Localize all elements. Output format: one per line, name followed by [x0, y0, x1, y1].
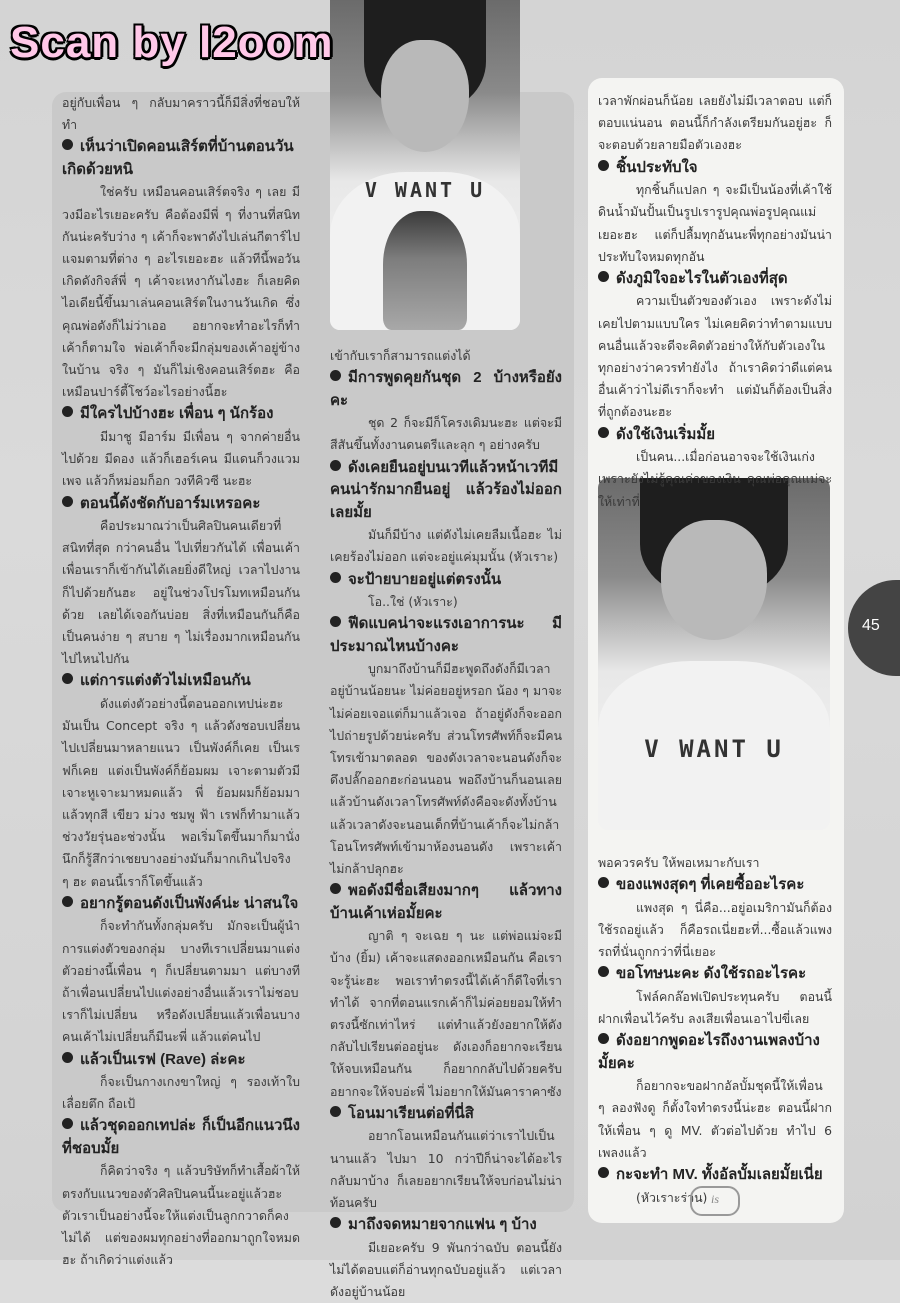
interview-question	[598, 268, 832, 291]
interview-question	[62, 1049, 300, 1072]
interview-answer: โฟล์คกล๊อฟเปิดประทุนครับ ตอนนี้ฝากเพื่อนไว้ครับ ลงเสียเพื่อนเอาไปขี่เลย	[598, 988, 832, 1027]
question-text: แล้วชุดออกเทปล่ะ ก็เป็นอีกแนวนึงที่ชอบมั้ย	[62, 1117, 300, 1157]
continued-text: เข้ากับเราก็สามารถแต่งได้	[330, 348, 471, 363]
bullet-icon	[62, 1118, 73, 1129]
shirt-print-text: V WANT U	[364, 178, 486, 203]
interview-answer: ญาติ ๆ จะเฉย ๆ นะ แต่พ่อแม่จะมีบ้าง (ยิ้ม) เค้าจะแสดงออกเหมือนกัน คือเราจะรู้น่ะฮะ พอเราทำตรงนี้ได้เค้าก็ดีใจที่เราทำได้ จากที่ตอนแรกเค้าก็ไม่ค่อยยอมให้ทำตรงนี้ซักเท่าไหร่ แต่ทำแล้วยังอยากให้ดังกลับไปเรียนต่ออยู่นะ ดังเองก็อยากจะเรียนให้จบเหมือนกัน ก็อยากกลับไปด้วยครับ อยากจะให้จบอ่ะพี่ ไม่อยากให้มันคาราคาซัง	[330, 928, 562, 1099]
bullet-icon	[598, 271, 609, 282]
bullet-icon	[598, 966, 609, 977]
question-text: ของแพงสุดๆ ที่เคยซื้ออะไรคะ	[616, 876, 805, 894]
interview-answer: บูกมาถึงบ้านก็มีฮะพูดถึงดังก็มีเวลาอยู่บ้านน้อยนะ ไม่ค่อยอยู่หรอก น้อง ๆ มาจะไม่ค่อยเจอแต่ก็มาแล้วเจอ ถ้าอยู่ดังก็จะออกไปถ่ายรูปด้วยน่ะครับ ส่วนโทรศัพท์ก็จะมีคนโทรเข้ามาตลอด ของดังเวลาจะนอนดังก็จะดึงปลั๊กออกฮะก่อนนอน พอถึงบ้านก็นอนเลยแล้วบ้านดังเวลาโทรศัพท์ดังคือจะดังทั้งบ้าน แล้วเวลาดังจะนอนเด็กที่บ้านเค้าก็จะไม่กล้าโอนโทรศัพท์เข้ามาห้องนอนดัง เพราะเค้าไม่กล้าปลุกฮะ	[330, 661, 562, 877]
interview-question	[330, 1103, 562, 1126]
bullet-icon	[330, 1217, 341, 1228]
interview-question	[598, 1030, 832, 1075]
question-text: ดังอยากพูดอะไรถึงงานเพลงบ้างมั้ยคะ	[598, 1032, 820, 1072]
interview-question	[330, 457, 562, 525]
question-text: พอดังมีชื่อเสียงมากๆ แล้วทางบ้านเค้าเห่อมั้ยคะ	[330, 882, 562, 922]
interview-question	[598, 424, 832, 447]
question-text: แล้วเป็นเรฟ (Rave) ล่ะคะ	[80, 1050, 246, 1068]
portrait-photo-top	[330, 0, 520, 330]
interview-answer: คือประมาณว่าเป็นศิลปินคนเดียวที่สนิทที่สุด กว่าคนอื่น ไปเที่ยวกันได้ เพื่อนเค้าเพื่อนเราก็เข้ากันได้เลยยิ่งดีใหญ่ เวลาไปงานก็ไปด้วยกันฮะ อยู่ในช่วงโปรโมทเหมือนกันด้วย เลยได้เจอกันบ่อย สิ่งที่เหมือนกันก็คือเป็นคนง่าย ๆ สบาย ๆ ไม่เรื่องมากเหมือนกัน ไปไหนไปกัน	[62, 518, 300, 667]
interview-answer: มันก็มีบ้าง แต่ดังไม่เคยลืมเนื้อฮะ ไม่เคยร้องไม่ออก แต่จะอยู่แค่มุมนั้น (หัวเราะ)	[330, 527, 562, 565]
interview-answer: มีเยอะครับ 9 พันกว่าฉบับ ตอนนี้ยังไม่ได้ตอบแต่ก็อ่านทุกฉบับอยู่แล้ว แต่เวลาดังอยู่บ้านน้อย	[330, 1239, 562, 1300]
interview-answer: อยากโอนเหมือนกันแต่ว่าเราไปเป็นนานแล้ว ไปมา 10 กว่าปีก็น่าจะได้อะไรกลับมาบ้าง ก็เลยอยากเรียนให้จบก่อนไม่น่าท้อนครับ	[330, 1128, 562, 1210]
bullet-icon	[62, 406, 73, 417]
interview-question	[598, 157, 832, 180]
interview-answer: ความเป็นตัวของตัวเอง เพราะดังไม่เคยไปตามแบบใคร ไม่เคยคิดว่าทำตามแบบคนอื่นแล้วจะดีจะคิดตัวอย่างให้กับตัวเองในทุกอย่างว่าควรทำยังไง ถ้าเราคิดว่าดีแต่คนอื่นเค้าว่าไม่ดีเราก็จะทำ แต่มันก็ต้องเป็นสิ่งที่ถูกต้องนะฮะ	[598, 293, 832, 420]
interview-question	[62, 403, 300, 426]
interview-question	[62, 136, 300, 181]
face	[661, 520, 768, 640]
text-column-2	[330, 345, 562, 1303]
interview-question	[598, 963, 832, 986]
bullet-icon	[62, 496, 73, 507]
interview-answer: มีมาชู มีอาร์ม มีเพื่อน ๆ จากค่ายอื่นไปด้วย มีดอง แล้วก็เฮอร์เคน มีแดนก็วงแวมเพจ แล้วก็หม่อมก็อก วงทีคิวซี นะฮะ	[62, 428, 300, 489]
bullet-icon	[598, 877, 609, 888]
bullet-icon	[330, 460, 341, 471]
question-text: จะป้ายบายอยู่แต่ตรงนั้น	[348, 570, 502, 588]
question-text: ขอโทษนะคะ ดังใช้รถอะไรคะ	[616, 965, 807, 983]
bullet-icon	[598, 160, 609, 171]
interview-question	[330, 367, 562, 412]
interview-answer: (หัวเราะร่วน)	[636, 1189, 708, 1205]
question-text: ดังภูมิใจอะไรในตัวเองที่สุด	[616, 269, 788, 287]
interview-answer: ก็จะเป็นกางเกงขาใหญ่ ๆ รองเท้าใบเลื่อยตึก ถือเป้	[62, 1074, 300, 1112]
question-text: ดังเคยยืนอยู่บนเวทีแล้วหน้าเวทีมีคนน่ารักมากยืนอยู่ แล้วร้องไม่ออกเลยมั้ย	[330, 458, 562, 521]
bullet-icon	[62, 896, 73, 907]
interview-question	[598, 1164, 832, 1187]
interview-answer: ใช่ครับ เหมือนคอนเสิร์ตจริง ๆ เลย มีวงมีอะไรเยอะครับ คือต้องมีพี่ ๆ ที่งานที่สนิทกันน่ะครับว่าง ๆ เค้าก็จะพาดังไปเล่นกีตาร์ไปแจมตามที่ต่าง ๆ อะไรเยอะฮะ แล้วทีนี้พอวันเกิดดังกิจส์พี่ ๆ เค้าจะเหงากันไงฮะ ก็เลยคิดไอเดียนี้ขึ้นมาเล่นคอนเสิร์ตในงานวันเกิด ซึ่งคุณพ่อดังก็ไม่ว่าเออ อยากจะทำอะไรก็ทำ เค้าก็ตามใจ พ่อเค้าก็จะมีกลุ่มของเค้าอยู่ข้างในบ้าน จริง ๆ มันก็ไม่เชิงคอนเสิร์ตฮะ คือเหมือนปาร์ตี้โชว์อะไรอย่างนี้ฮะ	[62, 184, 300, 400]
interview-question	[62, 493, 300, 516]
question-text: อยากรู้ตอนดังเป็นพังค์น่ะ น่าสนใจ	[80, 894, 299, 912]
shirt-print-face	[383, 211, 467, 330]
question-text: มีการพูดคุยกันชุด 2 บ้างหรือยังคะ	[330, 369, 562, 409]
text-column-3-continued	[598, 852, 832, 1209]
interview-question	[598, 874, 832, 897]
bullet-icon	[62, 1052, 73, 1063]
interview-question	[330, 569, 562, 592]
question-text: เห็นว่าเปิดคอนเสิร์ตที่บ้านตอนวันเกิดด้วยหนิ	[62, 138, 294, 178]
question-text: ฟีดแบคน่าจะแรงเอาการนะ มีประมาณไหนบ้างคะ	[330, 615, 562, 655]
bullet-icon	[598, 1033, 609, 1044]
interview-answer: ชุด 2 ก็จะมีก็โครงเดิมนะฮะ แต่จะมีสีสันขึ้นทั้งงานดนตรีและลุก ๆ อย่างครับ	[330, 415, 562, 453]
continued-text: อยู่กับเพื่อน ๆ กลับมาคราวนี้ก็มีสิ่งที่ชอบให้ทำ	[62, 95, 300, 133]
interview-question	[330, 880, 562, 925]
bullet-icon	[330, 572, 341, 583]
question-text: ตอนนี้ดังชัดกับอาร์มเหรอคะ	[80, 494, 261, 512]
interview-question	[62, 1115, 300, 1160]
question-text: มีใครไปบ้างฮะ เพื่อน ๆ นักร้อง	[80, 405, 274, 423]
question-text: ชิ้นประทับใจ	[616, 158, 698, 176]
continued-text: พอควรครับ ให้พอเหมาะกับเรา	[598, 855, 760, 870]
interview-answer: ก็อยากจะขอฝากอัลบั้มชุดนี้ให้เพื่อน ๆ ลองฟังดู ก็ตั้งใจทำตรงนี้น่ะฮะ ตอนนี้ฝากให้เพื่อน ๆ ดู MV. ตัวต่อไปด้วย ทำไป 6 เพลงแล้ว	[598, 1078, 832, 1160]
text-column-1	[62, 92, 300, 1271]
interview-question	[330, 613, 562, 658]
bullet-icon	[62, 139, 73, 150]
text-column-3	[598, 90, 832, 513]
question-text: โอนมาเรียนต่อที่นี่สิ	[348, 1104, 474, 1122]
interview-answer: โอ..ใช่ (หัวเราะ)	[368, 594, 458, 610]
bullet-icon	[330, 883, 341, 894]
bullet-icon	[598, 1167, 609, 1178]
interview-answer: ก็คิดว่าจริง ๆ แล้วบริษัทก็ทำเสื้อผ้าให้ตรงกับแนวของตัวศิลปินคนนี้นะอยู่แล้วฮะ ตัวเราเป็นอย่างนี้จะให้แต่งเป็นลูกกวาดก็คงไม่ได้ แต่ของผมทุกอย่างที่ออกมาถูกใจหมดฮะ ถ้าเกิดว่าแต่งแล้ว	[62, 1163, 300, 1268]
interview-question	[330, 1214, 562, 1237]
question-text: กะจะทำ MV. ทั้งอัลบั้มเลยมั้ยเนี่ย	[616, 1166, 823, 1184]
interview-question	[62, 670, 300, 693]
interview-answer: แพงสุด ๆ นี่คือ...อยู่อเมริกามันก็ต้องใช้รถอยู่แล้ว ก็คือรถเนี่ยฮะที่...ซื้อแล้วแพง รถที่นั่นถูกกว่าที่นี่เยอะ	[598, 899, 832, 960]
portrait-photo-bottom	[598, 478, 830, 830]
interview-answer: ทุกชิ้นก็แปลก ๆ จะมีเป็นน้องที่เค้าใช้ดินน้ำมันปั้นเป็นรูปเรารูปคุณพ่อรูปคุณแม่เยอะฮะ แต่ก็ปลื้มทุกอันนะพี่ทุกอย่างมันน่าประทับใจหมดทุกอัน	[598, 182, 832, 264]
question-text: ดังใช้เงินเริ่มมั้ย	[616, 425, 716, 443]
interview-question	[62, 893, 300, 916]
bullet-icon	[330, 370, 341, 381]
interview-answer: เป็นคน...เมื่อก่อนอาจจะใช้เงินเก่ง เพราะยังไม่รู้คุณค่าของเงิน คุณพ่อคุณแม่จะให้เท่าที่	[598, 449, 832, 509]
interview-answer: ก็จะทำกันทั้งกลุ่มครับ มักจะเป็นผู้นำการแต่งตัวของกลุ่ม บางทีเราเปลี่ยนมาแต่งตัวอย่างนี้เพื่อน ๆ ก็เปลี่ยนตามมา แต่บางทีถ้าเพื่อนเปลี่ยนไปแต่งอย่างอื่นแล้วเราไม่ชอบเราก็ไม่เปลี่ยน หรือดังเปลี่ยนแล้วเพื่อนบางคนเค้าไม่เปลี่ยนก็มีนะพี่ แล้วแต่คนไป	[62, 918, 300, 1045]
shirt-print-text: V WANT U	[644, 734, 784, 763]
question-text: มาถึงจดหมายจากแฟน ๆ บ้าง	[348, 1216, 537, 1234]
page-number: 45	[862, 617, 880, 634]
bullet-icon	[598, 427, 609, 438]
bullet-icon	[330, 616, 341, 627]
bullet-icon	[330, 1106, 341, 1117]
continued-text: เวลาพักผ่อนก็น้อย เลยยังไม่มีเวลาตอบ แต่ก็ตอบแน่นอน ตอนนี้ก็กำลังเตรียมกันอยู่ฮะ ก็จะตอบด้วยลายมือตัวเองฮะ	[598, 93, 832, 153]
question-text: แต่การแต่งตัวไม่เหมือนกัน	[80, 672, 251, 690]
scan-watermark: Scan by l2oom	[10, 18, 334, 67]
interview-answer: ดังแต่งตัวอย่างนี้ตอนออกเทปน่ะฮะ มันเป็น Concept จริง ๆ แล้วดังชอบเปลี่ยนไปเปลี่ยนมาหลายแนว เป็นพังค์ก็เคย เป็นเรฟก็เคย แต่งเป็นพังค์ก็ย้อมผม เจาะตามตัวมีเจาะหูเจาะมาหมดแล้ว พี่ ย้อมผมก็ย้อมมาแล้วทุกสี เขียว ม่วง ชมพู ฟ้า เรฟก็ทำมาแล้ว ช่วงวัยรุ่นอะช่วงนั้น พอเริ่มโตขึ้นมาก็มานั่งนึกก็รู้สึกว่าเชยบางอย่างมันก็มากเกินไปจริง ๆ ฮะ ตอนนี้เราก็โตขึ้นแล้ว	[62, 695, 300, 889]
end-mark-logo: is	[690, 1186, 740, 1216]
bullet-icon	[62, 673, 73, 684]
face	[381, 40, 468, 152]
